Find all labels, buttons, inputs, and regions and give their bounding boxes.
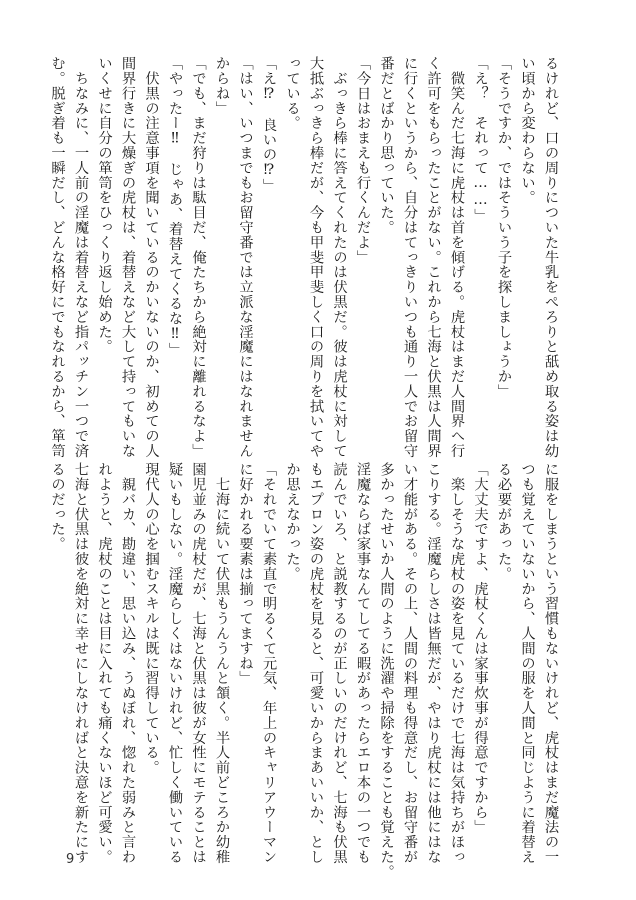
bottom-text-line: い才能がある。その上、人間の料理も得意だし、お留守番が xyxy=(402,462,418,865)
bottom-text-block xyxy=(49,462,562,880)
bottom-text-line: 「大丈夫ですよ、虎杖くんは家事炊事が得意ですから」 xyxy=(472,462,489,835)
bottom-text-line: つも覚えていないから、人間の服を人間と同じように着替え xyxy=(519,462,536,865)
bottom-text-line: 「それでいて素直で明るくて元気、年上のキャリアウーマン xyxy=(261,462,277,865)
top-text-line: 大抵ぶっきら棒だが、今も甲斐甲斐しく口の周りを拭いてや xyxy=(308,56,324,459)
bottom-text-line: 多かったせいか人間のように洗濯や掃除をすることも覚えた。 xyxy=(378,462,395,880)
top-text-line: いくせに自分の箪笥をひっくり返し始めた。 xyxy=(96,56,113,354)
top-text-line: 「そうですか、ではそういう子を探しましょうか」 xyxy=(496,56,512,399)
bottom-text-line: 七海と伏黒は彼を絶対に幸せにしなければと決意を新たにす xyxy=(73,462,89,865)
top-text-line: ちなみに、一人前の淫魔は着替えなど指パッチン一つで済 xyxy=(73,56,89,459)
bottom-text-line: に好かれる要素は揃ってますね」 xyxy=(237,462,254,686)
bottom-text-line: るのだった。 xyxy=(49,462,66,552)
top-text-line: 「はい、いつまでもお留守番では立派な淫魔にはなれません xyxy=(237,56,254,459)
bottom-text-line: 淫魔ならば家事なんてしてる暇があったらエロ本の一つでも xyxy=(355,462,371,865)
top-text-line: む。脱ぎ着も一瞬だし、どんな格好にでもなれるから、箪笥 xyxy=(49,56,66,459)
bottom-text-line: もエプロン姿の虎杖を見ると、可愛いからまあいいか、とし xyxy=(308,462,324,865)
top-text-line: い頃から変わらない。 xyxy=(519,56,536,205)
bottom-text-line: る必要があった。 xyxy=(496,462,512,582)
bottom-text-line: に服をしまうという習慣もないけれど、虎杖はまだ魔法の一 xyxy=(543,462,559,865)
top-text-line: 間界行きに大燥ぎの虎杖は、着替えなど大して持ってもいな xyxy=(120,56,136,459)
top-text-line: ぶっきら棒に答えてくれたのは伏黒だ。彼は虎杖に対して xyxy=(331,56,348,459)
top-text-line: 「でも、まだ狩りは駄目だ、俺たちから絶対に離れるなよ」 xyxy=(190,56,207,459)
top-text-line: に行くというから、自分はてっきりいつも通り一人でお留守 xyxy=(402,56,418,459)
bottom-text-line: 七海に続いて伏黒もうんうんと頷く。半人前どころか幼稚 xyxy=(214,462,230,865)
top-text-line: く許可をもらったことがない。これから七海と伏黒は人間界 xyxy=(425,56,442,459)
top-text-line: からね」 xyxy=(214,56,230,116)
top-text-line: 番だとばかり思っていた。 xyxy=(378,56,395,235)
bottom-text-line: 楽しそうな虎杖の姿を見ているだけで七海は気持ちがほっ xyxy=(449,462,465,865)
bottom-text-line: 読んでいろ、と説教するのが正しいのだけれど、七海も伏黒 xyxy=(331,462,348,865)
top-text-line: 「やったー‼ じゃあ、着替えてくるな‼」 xyxy=(167,56,183,358)
bottom-text-line: こりする。淫魔らしさは皆無だが、やはり虎杖には他にはな xyxy=(425,462,442,865)
bottom-text-line: 疑いもしない。淫魔らしくはないけれど、忙しく働いている xyxy=(167,462,183,865)
top-text-block xyxy=(49,56,562,459)
top-text-line: 「え？ それって……」 xyxy=(472,56,489,224)
top-text-line: っている。 xyxy=(284,56,301,131)
bottom-text-line: 親バカ、勘違い、思い込み、うぬぼれ、惚れた弱みと言わ xyxy=(120,462,136,865)
bottom-text-line: か思えなかった。 xyxy=(284,462,301,582)
top-text-line: るけれど、口の周りについた牛乳をぺろりと舐め取る姿は幼 xyxy=(543,56,559,459)
bottom-text-line: 園児並みの虎杖だが、七海と伏黒は彼が女性にモテることは xyxy=(190,462,207,865)
top-text-line: 伏黒の注意事項を聞いているのかいないのか、初めての人 xyxy=(143,56,160,459)
bottom-text-line: 現代人の心を掴むスキルは既に習得している。 xyxy=(143,462,160,775)
top-text-line: 微笑んだ七海に虎杖は首を傾げる。虎杖はまだ人間界へ行 xyxy=(449,56,465,459)
bottom-text-line: れようと、虎杖のことは目に入れても痛くないほど可愛い。 xyxy=(96,462,113,865)
top-text-line: 「今日はおまえも行くんだよ」 xyxy=(355,56,371,265)
page-number: 9 xyxy=(66,852,75,867)
top-text-line: 「え⁉ 良いの⁉」 xyxy=(261,56,277,194)
